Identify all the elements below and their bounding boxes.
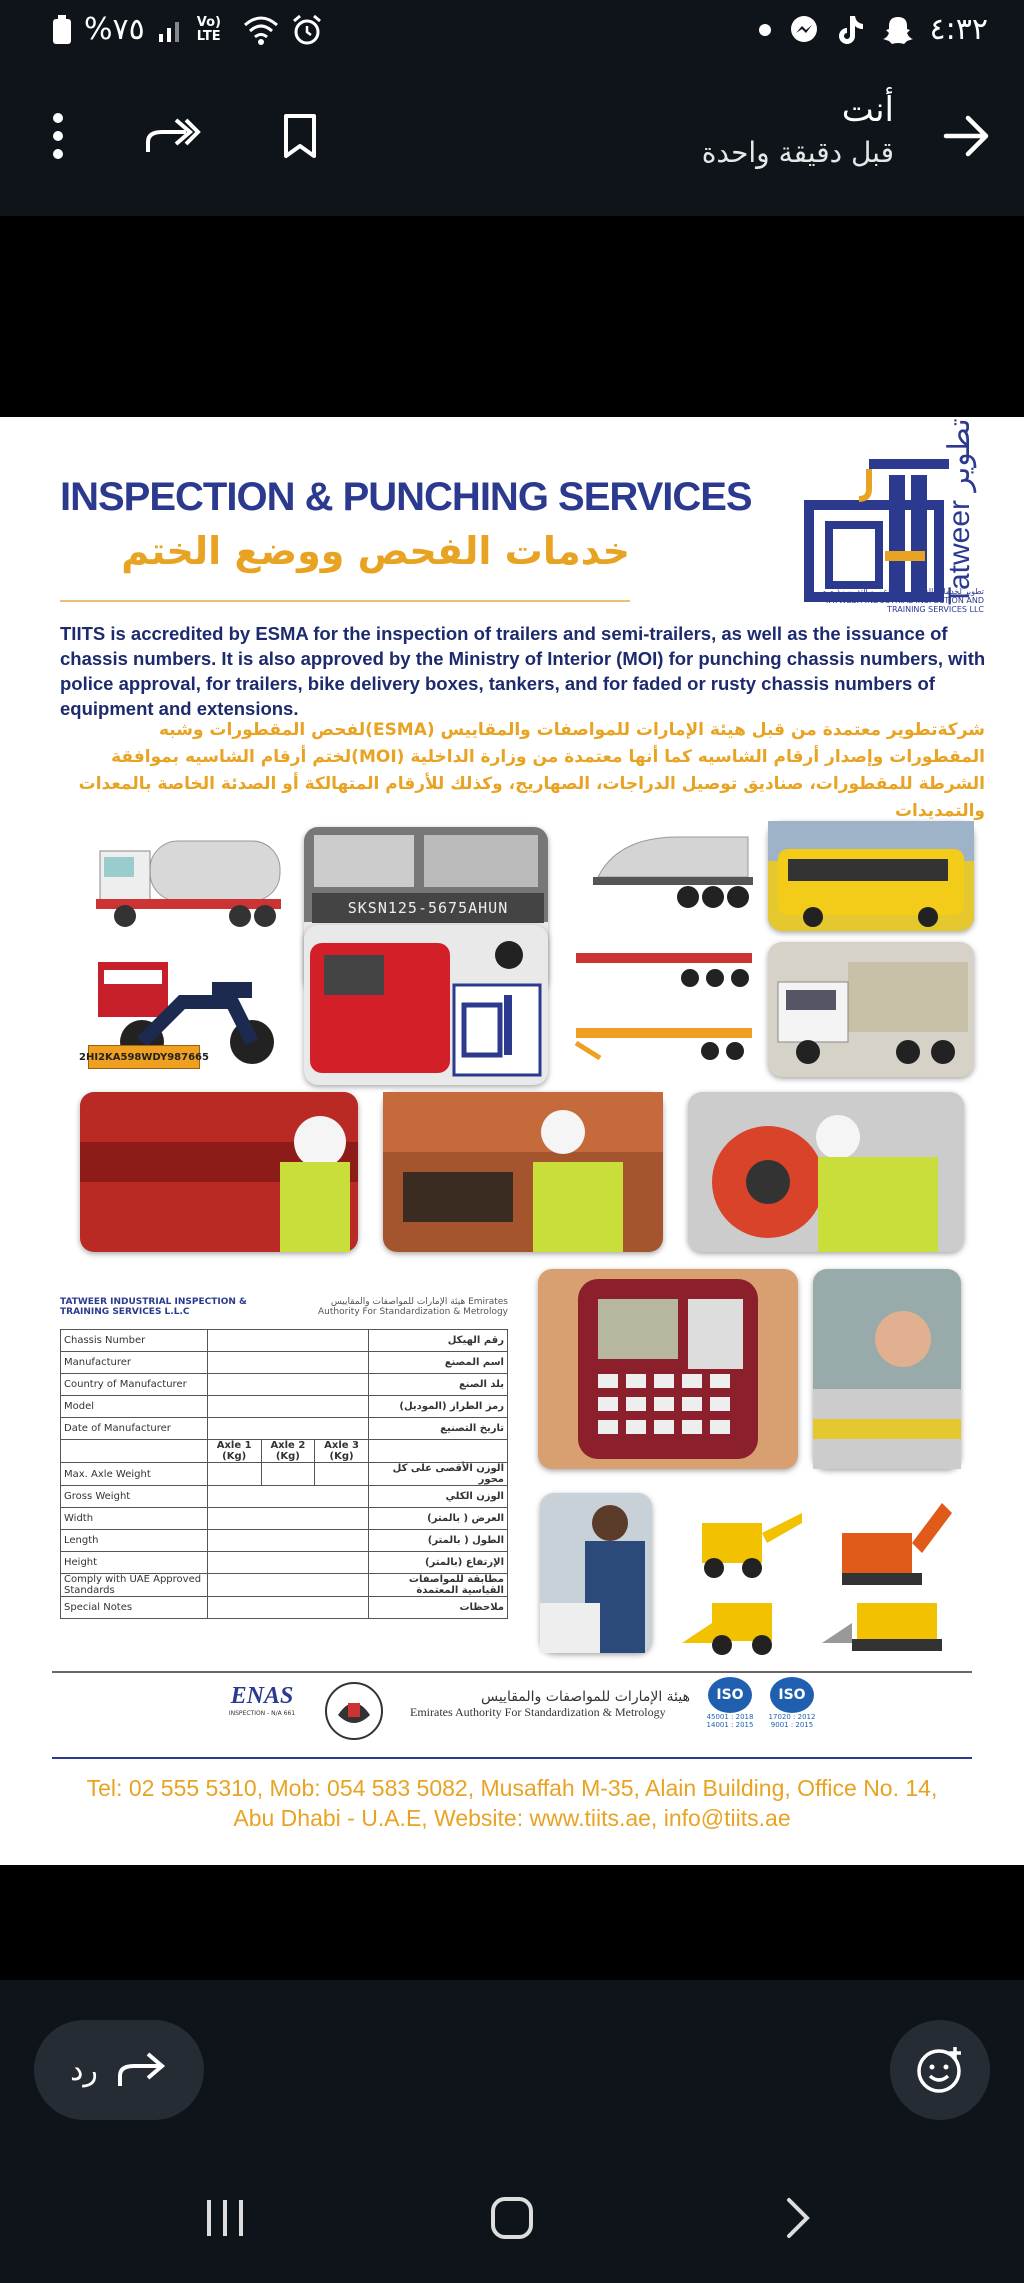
row-value bbox=[207, 1374, 368, 1396]
form-header-left: TATWEER INDUSTRIAL INSPECTION & TRAINING SERVICES L.L.C bbox=[60, 1297, 247, 1317]
accreditation-logos bbox=[0, 1675, 1024, 1745]
row-label-en: Width bbox=[61, 1508, 208, 1530]
back-button[interactable] bbox=[930, 100, 1002, 172]
table-row bbox=[61, 1486, 508, 1508]
forward-button[interactable] bbox=[136, 100, 208, 172]
row-label-en: Gross Weight bbox=[61, 1486, 208, 1508]
poster-title-en: INSPECTION & PUNCHING SERVICES bbox=[60, 475, 752, 519]
row-label-ar: الإرتفاع (بالمتر) bbox=[368, 1552, 507, 1574]
row-label-ar: الوزن الكلي bbox=[368, 1486, 507, 1508]
footer-divider-bottom bbox=[52, 1757, 972, 1759]
esma-name-ar: هيئة الإمارات للمواصفات والمقاييس bbox=[480, 1689, 690, 1705]
row-label-ar: اسم المصنع bbox=[368, 1352, 507, 1374]
home-button[interactable] bbox=[482, 2188, 542, 2248]
row-value bbox=[207, 1352, 368, 1374]
row-label-ar: ملاحظات bbox=[368, 1597, 507, 1619]
emoji-add-icon bbox=[915, 2045, 965, 2095]
description-en: TIITS is accredited by ESMA for the inspection of trailers and semi-trailers, as well as the issuance of chassis numbers. It is also approved by the Ministry of Interior (MOI) for punching chassis numbers, with police approval, for trailers, bike delivery boxes, tankers, and for faded or rusty chassis numbers of equipment and extensions. bbox=[60, 623, 986, 719]
viewer-header bbox=[0, 64, 1024, 216]
row-label-ar: الوزن الأقصى على كل محور bbox=[368, 1463, 507, 1486]
iso-logo-2 bbox=[762, 1677, 822, 1729]
photo-inspector-1 bbox=[80, 1092, 358, 1252]
photo-heavy-equipment bbox=[682, 1493, 966, 1659]
tiktok-icon bbox=[836, 14, 866, 46]
iso2-subtext: 17020 : 2012 9001 : 2015 bbox=[768, 1713, 816, 1729]
photo-bulk-tanker bbox=[588, 817, 758, 927]
esma-emblem-icon bbox=[324, 1681, 384, 1741]
table-row bbox=[61, 1463, 508, 1486]
snapchat-icon bbox=[882, 14, 914, 46]
row-value bbox=[207, 1597, 368, 1619]
row-label-en: Max. Axle Weight bbox=[61, 1463, 208, 1486]
row-value bbox=[207, 1330, 368, 1352]
description-ar: شركةتطوير معتمدة من قبل هيئة الإمارات للمواصفات والمقاييس (ESMA)لفحص المقطورات وشبه المقطورات وإصدار أرقام الشاسيه كما أنها معتمدة من وزارة الداخلية (MOI)لختم أرقام الشاسيه بموافقة الشرطة للمقطورات، صناديق توصيل الدراجات، الصهاريج، وكذلك للأرقام المتهالكة أو الصدئة الخاصة بالمعدات والتمديدات bbox=[78, 720, 985, 821]
battery-icon bbox=[52, 15, 72, 45]
wifi-icon bbox=[243, 15, 279, 45]
more-options-button[interactable] bbox=[22, 100, 94, 172]
bookmark-button[interactable] bbox=[264, 100, 336, 172]
axle-3-header: Axle 3 (Kg) bbox=[315, 1440, 369, 1463]
row-blank bbox=[61, 1440, 208, 1463]
footer-divider-top bbox=[52, 1671, 972, 1673]
row-label-ar: رمز الطراز (الموديل) bbox=[368, 1396, 507, 1418]
inspection-form bbox=[60, 1285, 508, 1619]
iso1-text: ISO bbox=[708, 1677, 752, 1713]
table-row bbox=[61, 1396, 508, 1418]
axle-header-row bbox=[61, 1440, 508, 1463]
contact-line-2: Abu Dhabi - U.A.E, Website: www.tiits.ae, info@tiits.ae bbox=[233, 1805, 791, 1831]
row-label-en: Comply with UAE Approved Standards bbox=[61, 1574, 208, 1597]
iso1-subtext: 45001 : 2018 14001 : 2015 bbox=[706, 1713, 754, 1729]
back-arrow-icon bbox=[942, 114, 990, 158]
status-right bbox=[758, 12, 988, 47]
row-value bbox=[261, 1463, 315, 1486]
row-label-en: Date of Manufacturer bbox=[61, 1418, 208, 1440]
row-value bbox=[207, 1486, 368, 1508]
emoji-reaction-button[interactable] bbox=[890, 2020, 990, 2120]
row-label-ar: مطابقة للمواصفات القياسية المعتمدة bbox=[368, 1574, 507, 1597]
status-left bbox=[52, 12, 323, 47]
logo-subtitle: تطوير لخدمات التفتيش الصناعي و التدريب ذ.م.م TATWEER INDUSTRIAL INSPECTION AND TRAINING SERVICES LLC bbox=[821, 587, 984, 614]
row-value bbox=[207, 1463, 261, 1486]
table-row bbox=[61, 1597, 508, 1619]
contact-info bbox=[40, 1773, 984, 1833]
recents-button[interactable] bbox=[195, 2188, 255, 2248]
table-row bbox=[61, 1530, 508, 1552]
table-row bbox=[61, 1374, 508, 1396]
photo-flatbed-trailers bbox=[570, 933, 760, 1083]
enas-text: ENAS bbox=[230, 1683, 294, 1709]
row-label-en: Height bbox=[61, 1552, 208, 1574]
photo-dump-truck bbox=[768, 942, 974, 1077]
esma-name bbox=[410, 1689, 690, 1720]
more-vert-icon bbox=[48, 112, 68, 160]
row-value bbox=[207, 1396, 368, 1418]
poster-title-ar: خدمات الفحص ووضع الختم bbox=[121, 529, 630, 573]
row-label-en: Special Notes bbox=[61, 1597, 208, 1619]
reply-label: رد bbox=[70, 2052, 98, 2088]
row-label-ar: العرض ( بالمتر) bbox=[368, 1508, 507, 1530]
plate-number: 2HI2KA598WDY987665 bbox=[88, 1045, 200, 1069]
logo-text: Tatweer تطوير bbox=[943, 418, 976, 605]
row-label-ar: بلد الصنع bbox=[368, 1374, 507, 1396]
esma-name-en: Emirates Authority For Standardization & Metrology bbox=[410, 1705, 666, 1719]
bottom-controls bbox=[0, 1980, 1024, 2283]
bookmark-icon bbox=[280, 112, 320, 160]
clock: ٤:٣٢ bbox=[929, 12, 988, 47]
photo-tanker-truck bbox=[90, 821, 290, 941]
iso-logo-1 bbox=[700, 1677, 760, 1729]
row-blank bbox=[368, 1440, 507, 1463]
row-label-ar: تاريخ التصنيع bbox=[368, 1418, 507, 1440]
alarm-icon bbox=[291, 14, 323, 46]
row-label-ar: الطول ( بالمتر) bbox=[368, 1530, 507, 1552]
axle-2-header: Axle 2 (Kg) bbox=[261, 1440, 315, 1463]
form-header bbox=[60, 1285, 508, 1329]
messenger-icon bbox=[788, 14, 820, 46]
axle-1-header: Axle 1 (Kg) bbox=[207, 1440, 261, 1463]
reply-arrow-icon bbox=[116, 2052, 168, 2088]
table-row bbox=[61, 1508, 508, 1530]
photo-engine-check bbox=[813, 1269, 961, 1469]
battery-percent: %٧٥ bbox=[84, 12, 145, 47]
row-value bbox=[315, 1463, 369, 1486]
iso2-text: ISO bbox=[770, 1677, 814, 1713]
table-row bbox=[61, 1330, 508, 1352]
row-value bbox=[207, 1574, 368, 1597]
row-value bbox=[207, 1552, 368, 1574]
dot-icon bbox=[758, 23, 772, 37]
back-icon bbox=[783, 2196, 813, 2240]
poster-image[interactable] bbox=[0, 417, 1024, 1865]
photo-inspector-2 bbox=[383, 1092, 663, 1252]
network-type: Vo) LTE bbox=[196, 14, 221, 44]
photo-school-bus bbox=[768, 821, 974, 931]
recents-icon bbox=[203, 2198, 247, 2238]
photo-inspector-3 bbox=[688, 1092, 964, 1252]
title-underline bbox=[60, 600, 630, 602]
reply-button[interactable] bbox=[34, 2020, 204, 2120]
enas-logo bbox=[222, 1683, 302, 1717]
row-label-en: Chassis Number bbox=[61, 1330, 208, 1352]
photo-red-marking-device bbox=[304, 925, 548, 1085]
row-value bbox=[207, 1418, 368, 1440]
table-row bbox=[61, 1352, 508, 1374]
sender-name: أنت bbox=[841, 90, 894, 130]
row-value bbox=[207, 1508, 368, 1530]
contact-line-1: Tel: 02 555 5310, Mob: 054 583 5082, Musaffah M-35, Alain Building, Office No. 14, bbox=[86, 1775, 938, 1801]
signal-icon bbox=[157, 16, 185, 44]
form-header-right: هيئة الإمارات للمواصفات والمقاييس Emirates Authority For Standardization & Metrology bbox=[318, 1297, 508, 1317]
row-label-en: Country of Manufacturer bbox=[61, 1374, 208, 1396]
row-label-ar: رقم الهيكل bbox=[368, 1330, 507, 1352]
table-row bbox=[61, 1574, 508, 1597]
form-table bbox=[60, 1329, 508, 1619]
row-label-en: Length bbox=[61, 1530, 208, 1552]
message-time: قبل دقيقة واحدة bbox=[701, 136, 894, 169]
photo-technician bbox=[540, 1493, 652, 1653]
row-label-en: Manufacturer bbox=[61, 1352, 208, 1374]
system-nav-bar bbox=[0, 2170, 1024, 2260]
chassis-stamp: SKSN125-5675AHUN bbox=[312, 893, 544, 923]
table-row bbox=[61, 1552, 508, 1574]
sender-info bbox=[702, 90, 894, 169]
nav-back-button[interactable] bbox=[768, 2188, 828, 2248]
row-label-en: Model bbox=[61, 1396, 208, 1418]
row-value bbox=[207, 1530, 368, 1552]
photo-handheld-device bbox=[538, 1269, 798, 1469]
forward-icon bbox=[144, 116, 200, 156]
enas-subtext: INSPECTION - N/A 661 bbox=[228, 1710, 296, 1717]
home-icon bbox=[490, 2196, 534, 2240]
status-bar bbox=[0, 0, 1024, 64]
table-row bbox=[61, 1418, 508, 1440]
